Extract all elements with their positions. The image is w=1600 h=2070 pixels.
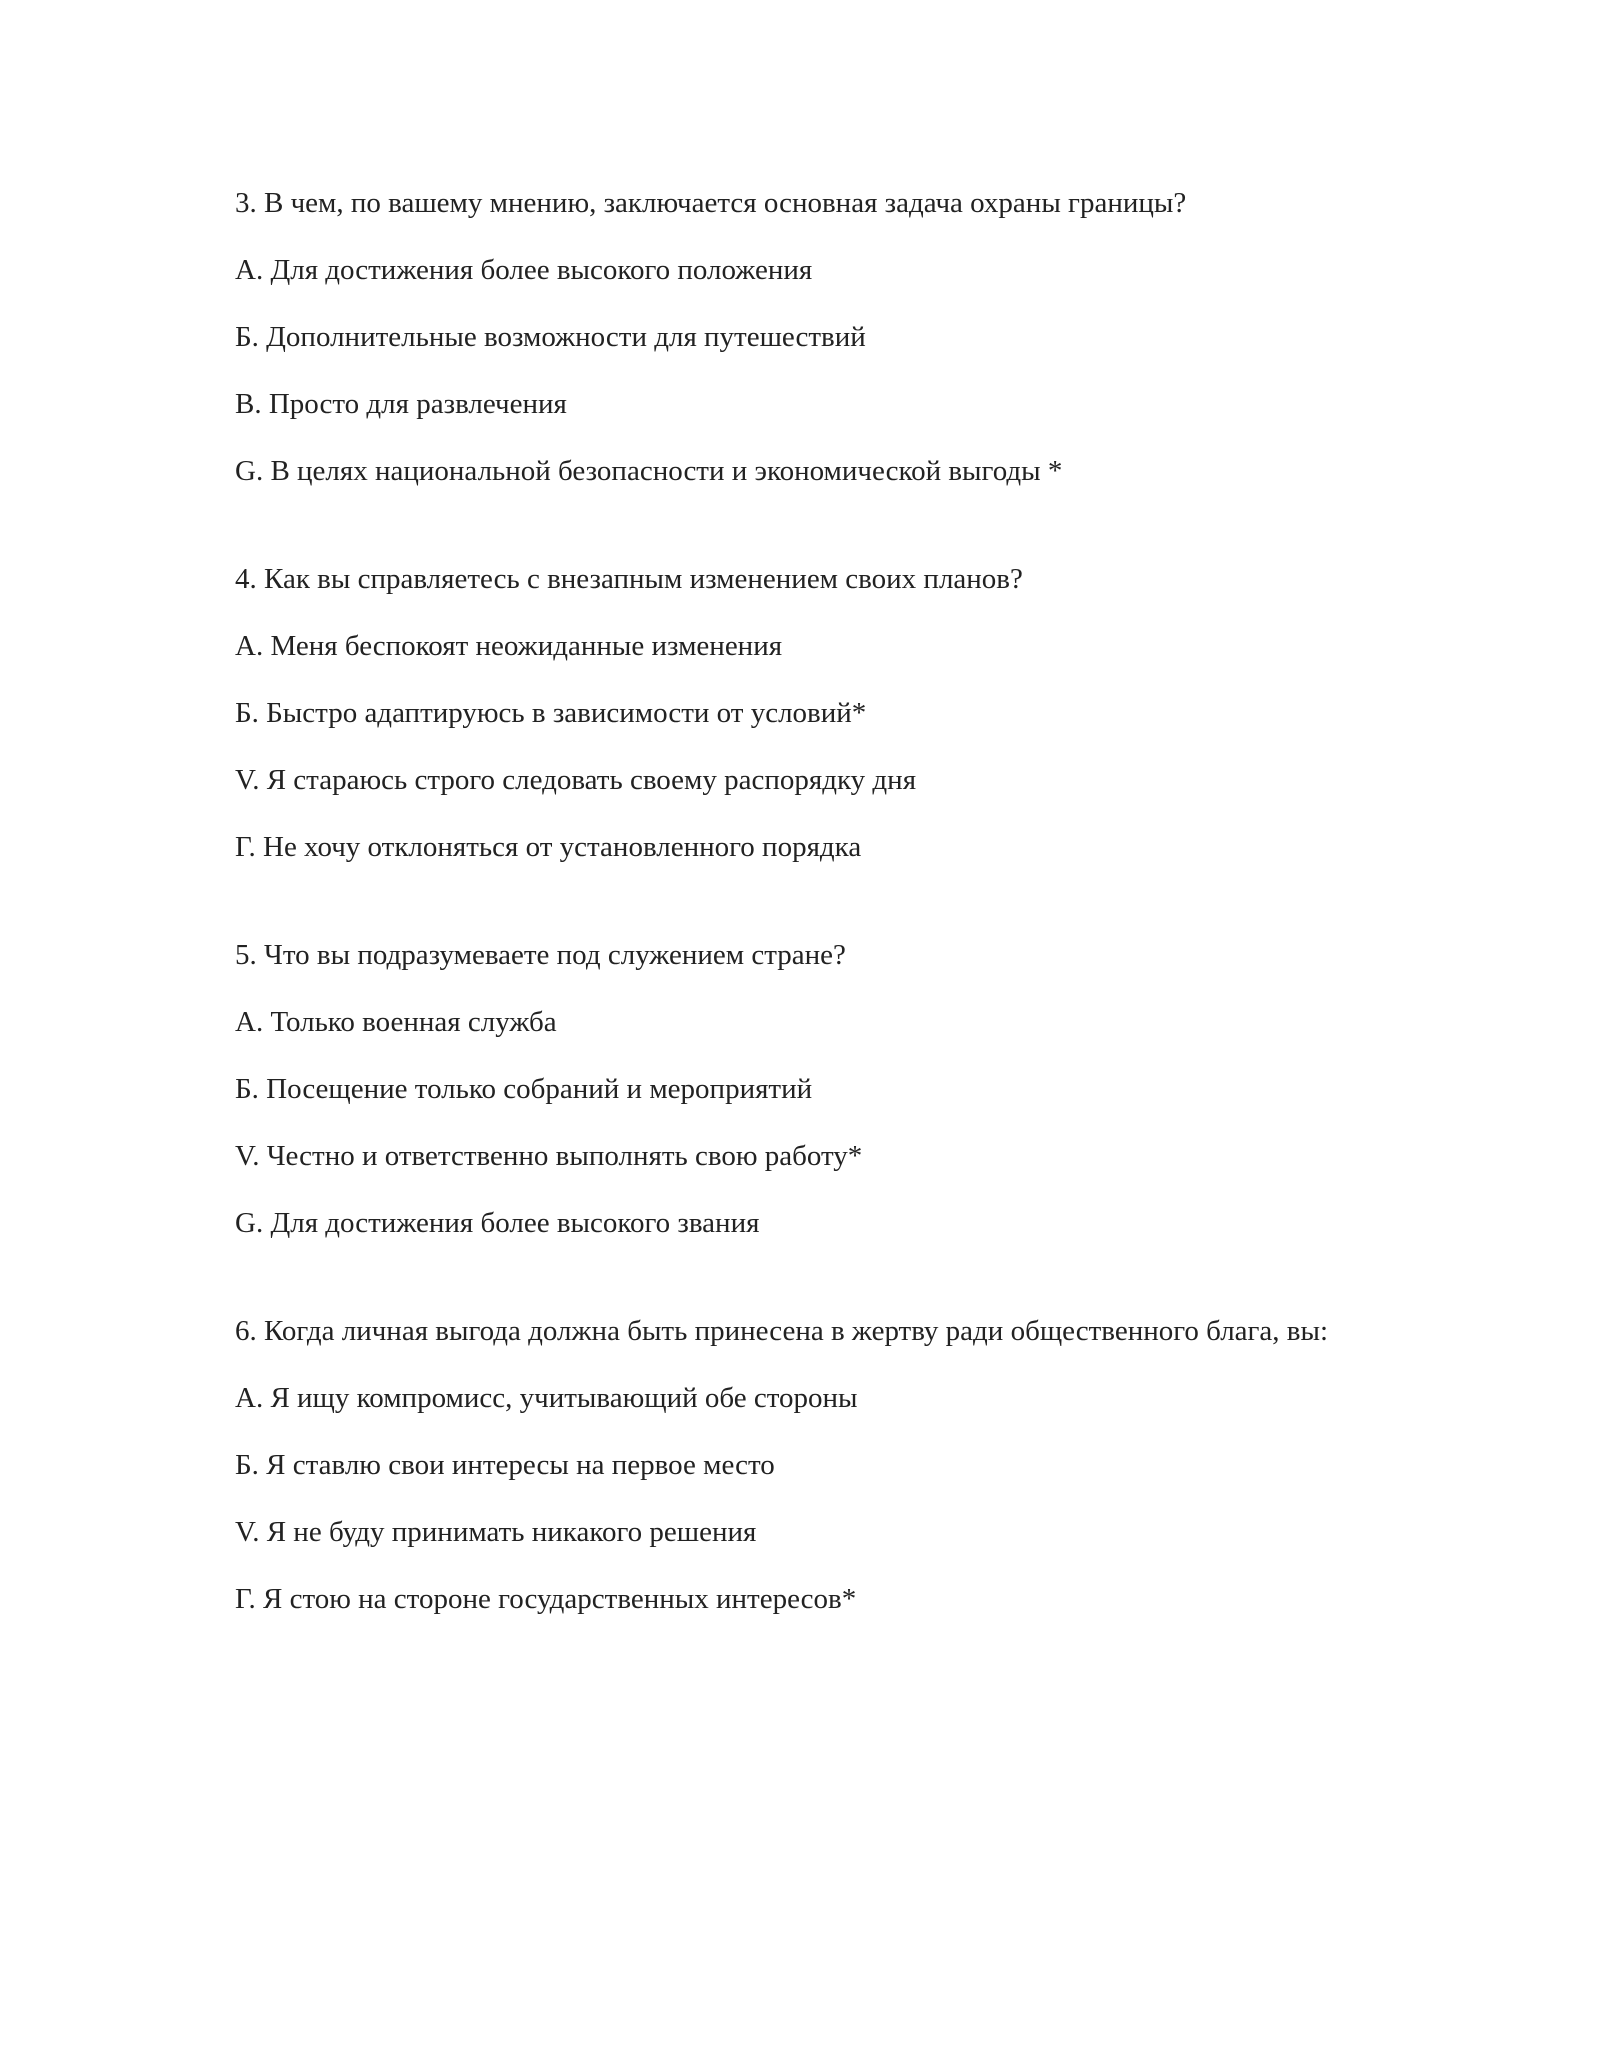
document-page [235,182,1385,1645]
answer-option-a: А. Меня беспокоят неожиданные изменения [235,630,783,662]
answer-option-b: Б. Я ставлю свои интересы на первое место [235,1449,775,1481]
answer-option-b: Б. Посещение только собраний и мероприятий [235,1073,813,1105]
answer-option-c: В. Просто для развлечения [235,388,567,420]
answer-option-a: А. Только военная служба [235,1006,557,1038]
question-block-5 [235,934,1385,1244]
question-block-6 [235,1310,1385,1620]
answer-option-c: V. Я не буду принимать никакого решения [235,1516,757,1548]
question-text: 5. Что вы подразумеваете под служением стране? [235,939,846,971]
question-text: 4. Как вы справляетесь с внезапным изменением своих планов? [235,563,1023,595]
answer-option-d: Г. Не хочу отклоняться от установленного порядка [235,831,862,863]
question-text: 6. Когда личная выгода должна быть принесена в жертву ради общественного блага, вы: [235,1315,1329,1347]
answer-option-b: Б. Дополнительные возможности для путешествий [235,321,866,353]
answer-option-d: G. Для достижения более высокого звания [235,1207,760,1239]
answer-option-c: V. Я стараюсь строго следовать своему распорядку дня [235,764,917,796]
answer-option-b: Б. Быстро адаптируюсь в зависимости от условий* [235,697,867,729]
answer-option-a: А. Для достижения более высокого положения [235,254,813,286]
answer-option-d: Г. Я стою на стороне государственных интересов* [235,1583,857,1615]
question-block-4 [235,558,1385,868]
question-block-3 [235,182,1385,492]
answer-option-c: V. Честно и ответственно выполнять свою работу* [235,1140,863,1172]
answer-option-d: G. В целях национальной безопасности и экономической выгоды * [235,455,1063,487]
answer-option-a: А. Я ищу компромисс, учитывающий обе стороны [235,1382,858,1414]
question-text: 3. В чем, по вашему мнению, заключается основная задача охраны границы? [235,187,1187,219]
